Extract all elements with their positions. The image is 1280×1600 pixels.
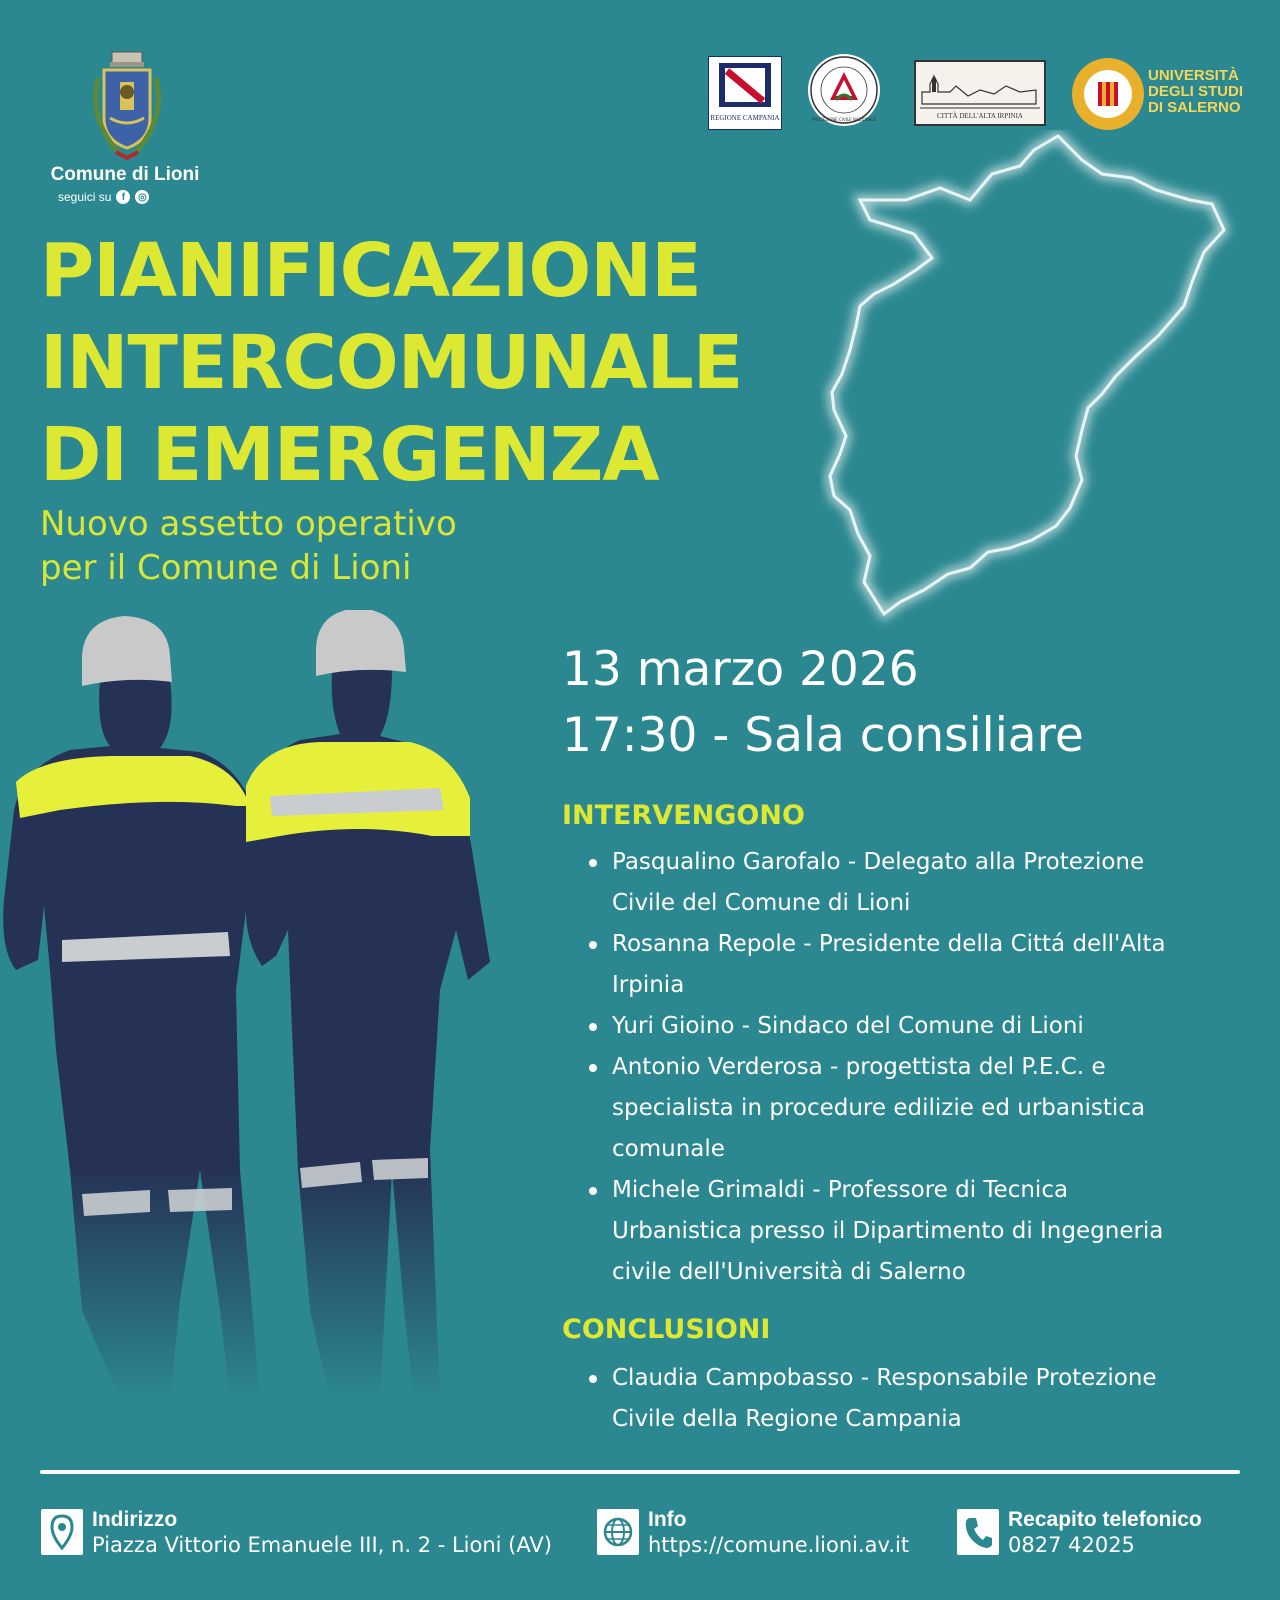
- speaker-item: Pasqualino Garofalo - Delegato alla Protezione Civile del Comune di Lioni: [562, 842, 1182, 924]
- comune-name: Comune di Lioni: [50, 164, 200, 185]
- event-title: [40, 225, 760, 501]
- conclusioni-list: [562, 1358, 1182, 1440]
- conclusioni-heading: CONCLUSIONI: [562, 1314, 771, 1345]
- universita-salerno-emblem: [1072, 58, 1144, 130]
- info-label: Info: [648, 1508, 687, 1531]
- universita-salerno-name: [1148, 68, 1248, 116]
- facebook-icon[interactable]: f: [116, 190, 130, 204]
- unisa-line-3: DI SALERNO: [1148, 99, 1241, 116]
- comune-crest-logo: [82, 48, 172, 166]
- title-line-3: DI EMERGENZA: [40, 412, 659, 498]
- unisa-line-2: DEGLI STUDI: [1148, 83, 1244, 100]
- worker-right: [246, 610, 490, 1400]
- event-subtitle: [40, 502, 600, 590]
- regione-campania-emblem: [709, 57, 781, 129]
- speaker-item: Claudia Campobasso - Responsabile Protezione Civile della Regione Campania: [562, 1358, 1182, 1440]
- title-line-1: PIANIFICAZIONE: [40, 228, 701, 314]
- website-link[interactable]: https://comune.lioni.av.it: [648, 1533, 910, 1557]
- svg-text:CITTÀ DELL'ALTA IRPINIA: CITTÀ DELL'ALTA IRPINIA: [937, 112, 1023, 120]
- intervengono-list: [562, 842, 1182, 1293]
- title-line-2: INTERCOMUNALE: [40, 320, 743, 406]
- citta-alta-irpinia-emblem: [916, 62, 1044, 124]
- address-label: Indirizzo: [92, 1508, 178, 1531]
- globe-icon: [596, 1508, 640, 1556]
- civil-protection-workers-illustration: [0, 610, 520, 1430]
- protezione-civile-emblem: [808, 54, 880, 126]
- regione-campania-logo: [708, 56, 782, 130]
- svg-text:REGIONE CAMPANIA: REGIONE CAMPANIA: [710, 114, 780, 122]
- speaker-item: Yuri Gioino - Sindaco del Comune di Lioni: [562, 1006, 1182, 1047]
- address-value: Piazza Vittorio Emanuele III, n. 2 - Lioni (AV): [92, 1533, 552, 1557]
- intervengono-heading: INTERVENGONO: [562, 800, 805, 831]
- footer-divider: [40, 1470, 1240, 1474]
- subtitle-line-2: per il Comune di Lioni: [40, 548, 412, 588]
- follow-text: seguici su: [58, 190, 112, 204]
- footer-info: [596, 1508, 909, 1558]
- svg-text:PROTEZIONE CIVILE NAZIONALE: PROTEZIONE CIVILE NAZIONALE: [811, 117, 877, 122]
- speaker-item: Michele Grimaldi - Professore di Tecnica Urbanistica presso il Dipartimento di Ingegneria civile dell'Università di Salerno: [562, 1170, 1182, 1293]
- universita-salerno-seal: [1072, 58, 1144, 130]
- citta-alta-irpinia-logo: [914, 60, 1046, 126]
- subtitle-line-1: Nuovo assetto operativo: [40, 504, 457, 544]
- speaker-item: Antonio Verderosa - progettista del P.E.C. e specialista in procedure edilizie ed urbanistica comunale: [562, 1047, 1182, 1170]
- footer-address: [40, 1508, 552, 1558]
- social-follow: [58, 190, 149, 204]
- territory-map-outline: [820, 130, 1260, 640]
- event-time-place: 17:30 - Sala consiliare: [562, 708, 1084, 763]
- protezione-civile-logo: [808, 54, 880, 126]
- instagram-icon[interactable]: ◎: [135, 190, 149, 204]
- phone-label: Recapito telefonico: [1008, 1508, 1202, 1531]
- footer-phone: [956, 1508, 1202, 1558]
- location-pin-icon: [40, 1508, 84, 1556]
- phone-number[interactable]: 0827 42025: [1008, 1533, 1135, 1557]
- speaker-item: Rosanna Repole - Presidente della Cittá dell'Alta Irpinia: [562, 924, 1182, 1006]
- worker-left: [3, 616, 280, 1400]
- event-date: 13 marzo 2026: [562, 642, 919, 697]
- unisa-line-1: UNIVERSITÀ: [1148, 67, 1239, 84]
- phone-icon: [956, 1508, 1000, 1556]
